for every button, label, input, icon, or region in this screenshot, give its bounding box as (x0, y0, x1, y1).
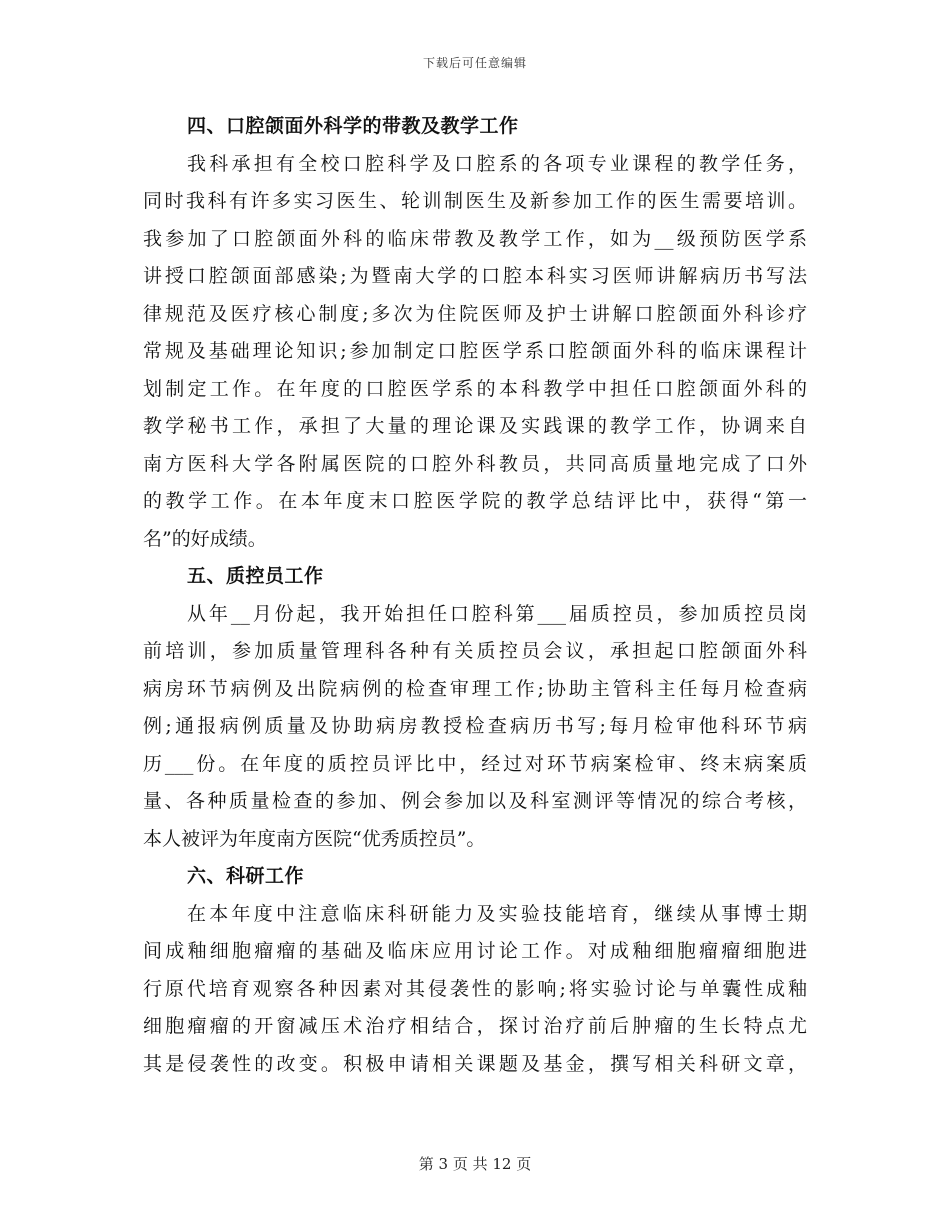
paragraph-line: 律规范及医疗核心制度;多次为住院医师及护士讲解口腔颌面外科诊疗 (143, 302, 807, 325)
paragraph-research (143, 896, 807, 1084)
paragraph-line: 例;通报病例质量及协助病房教授检查病历书写;每月检审他科环节病 (143, 715, 807, 737)
paragraph-line: 我参加了口腔颌面外科的临床带教及教学工作，如为__级预防医学系 (143, 227, 807, 250)
paragraph-line: 南方医科大学各附属医院的口腔外科教员，共同高质量地完成了口外 (143, 452, 807, 475)
paragraph-line: 其是侵袭性的改变。积极申请相关课题及基金，撰写相关科研文章， (143, 1052, 807, 1075)
paragraph-line: 从年__月份起，我开始担任口腔科第___届质控员，参加质控员岗 (187, 602, 807, 625)
page-number: 第 3 页 共 12 页 (418, 1155, 532, 1173)
paragraph-line: 我科承担有全校口腔科学及口腔系的各项专业课程的教学任务， (187, 152, 807, 175)
paragraph-line: 量、各种质量检查的参加、例会参加以及科室测评等情况的综合考核， (143, 790, 807, 812)
paragraph-line: 教学秘书工作，承担了大量的理论课及实践课的教学工作，协调来自 (143, 415, 807, 437)
paragraph-line: 名”的好成绩。 (143, 527, 267, 550)
paragraph-line: 在本年度中注意临床科研能力及实验技能培育，继续从事博士期 (187, 902, 807, 925)
section-heading-research: 六、科研工作 (187, 865, 305, 887)
paragraph-quality-control (143, 596, 807, 859)
paragraph-line: 前培训，参加质量管理科各种有关质控员会议，承担起口腔颌面外科 (143, 640, 807, 662)
paragraph-line: 本人被评为年度南方医院“优秀质控员”。 (143, 827, 486, 850)
paragraph-teaching (143, 146, 807, 559)
paragraph-line: 划制定工作。在年度的口腔医学系的本科教学中担任口腔颌面外科的 (143, 377, 807, 400)
paragraph-line: 病房环节病例及出院病例的检查审理工作;协助主管科主任每月检查病 (143, 677, 807, 700)
paragraph-line: 讲授口腔颌面部感染;为暨南大学的口腔本科实习医师讲解病历书写法 (143, 265, 807, 287)
paragraph-line: 细胞瘤瘤的开窗减压术治疗相结合，探讨治疗前后肿瘤的生长特点尤 (143, 1015, 807, 1037)
page-header-note: 下载后可任意编辑 (422, 56, 527, 70)
paragraph-line: 历___份。在年度的质控员评比中，经过对环节病案检审、终末病案质 (143, 752, 807, 775)
section-heading-quality-control: 五、质控员工作 (187, 565, 324, 587)
document-body (143, 108, 807, 1083)
section-heading-teaching: 四、口腔颌面外科学的带教及教学工作 (187, 115, 519, 137)
paragraph-line: 间成釉细胞瘤瘤的基础及临床应用讨论工作。对成釉细胞瘤瘤细胞进 (143, 940, 807, 962)
paragraph-line: 常规及基础理论知识;参加制定口腔医学系口腔颌面外科的临床课程计 (143, 340, 807, 362)
paragraph-line: 行原代培育观察各种因素对其侵袭性的影响;将实验讨论与单囊性成釉 (143, 977, 807, 1000)
paragraph-line: 同时我科有许多实习医生、轮训制医生及新参加工作的医生需要培训。 (143, 190, 807, 212)
paragraph-line: 的教学工作。在本年度末口腔医学院的教学总结评比中，获得“第一 (143, 490, 807, 512)
